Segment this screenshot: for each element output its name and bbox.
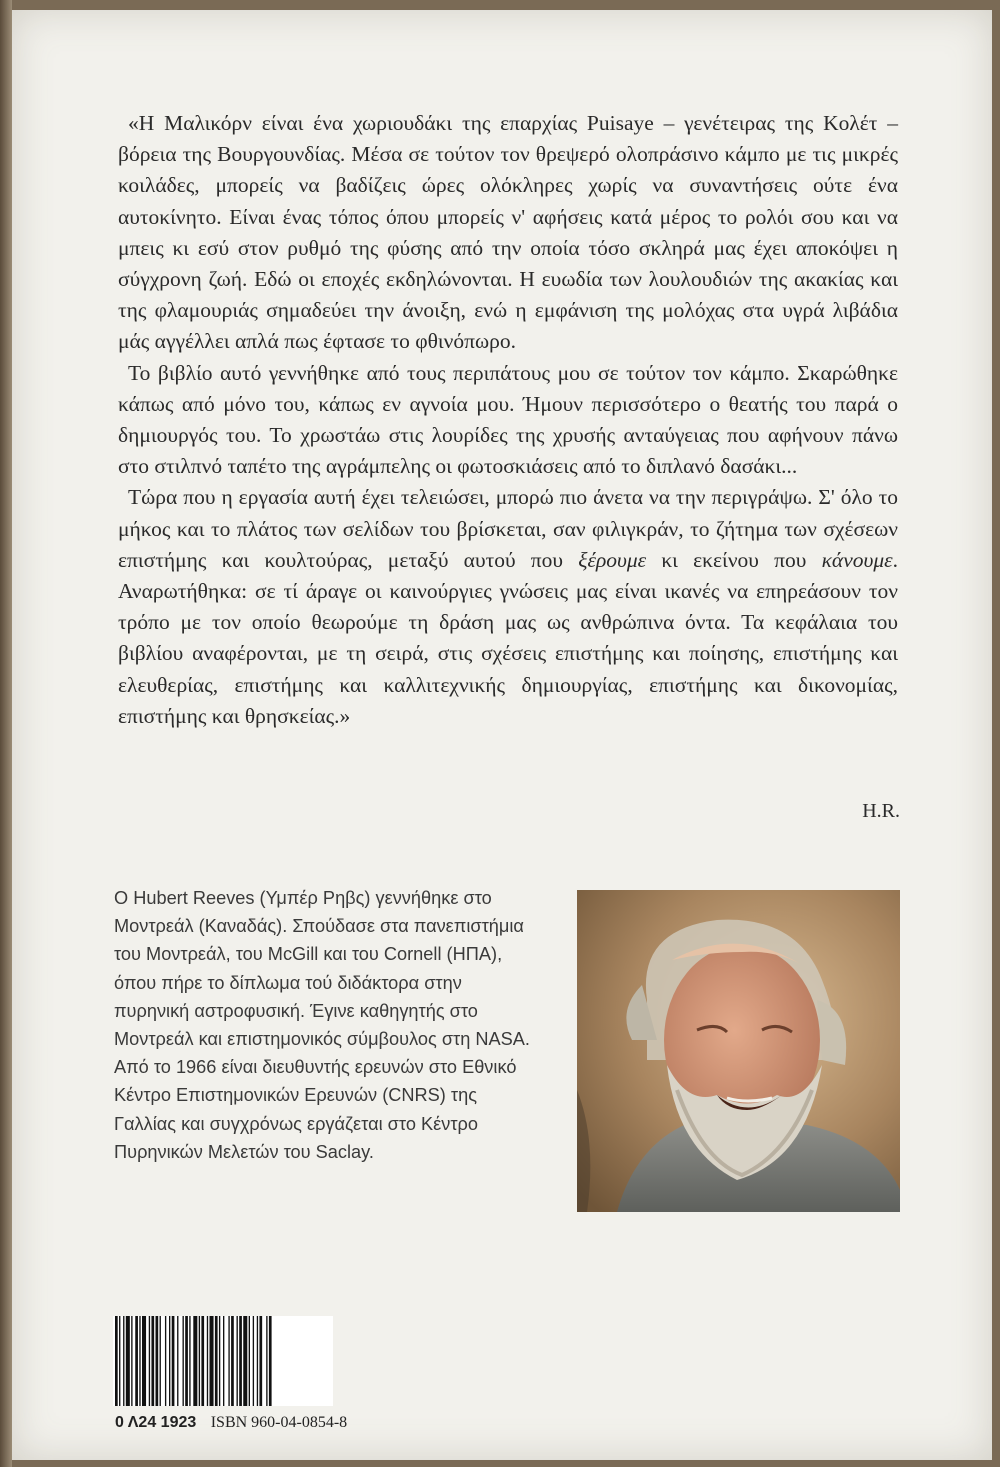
blurb-p3-part: κι εκείνου που: [646, 547, 822, 572]
barcode-bar: [135, 1316, 138, 1406]
barcode-bar: [201, 1316, 204, 1406]
barcode-bar: [269, 1316, 272, 1406]
barcode-bar: [243, 1316, 247, 1406]
barcode-bar: [185, 1316, 188, 1406]
barcode-bar: [183, 1316, 184, 1406]
barcode-bar: [228, 1316, 229, 1406]
barcode-bar: [239, 1316, 242, 1406]
barcode-bar: [223, 1316, 224, 1406]
barcode-bar: [123, 1316, 124, 1406]
barcode-bar: [149, 1316, 150, 1406]
author-bio: [114, 884, 534, 1166]
barcode-bar: [115, 1316, 118, 1406]
barcode-bar: [142, 1316, 146, 1406]
isbn-number: ISBN 960-04-0854-8: [210, 1414, 348, 1431]
blurb-emphasis: κάνουμε: [821, 547, 893, 572]
barcode-bar: [172, 1316, 175, 1406]
barcode-bars: [113, 1316, 333, 1406]
barcode-bar: [126, 1316, 130, 1406]
barcode-bar: [160, 1316, 161, 1406]
author-photo: [577, 890, 900, 1212]
barcode-bar: [199, 1316, 200, 1406]
barcode-bar: [177, 1316, 178, 1406]
blurb-p3-part: . Αναρωτήθηκα: σε τί άραγε οι καινούργιες γνώσεις μας είναι ικανές να επηρεάσουν τον τρόπο με τον οποίο θεωρούμε τη δράση μας ως ανθρώπινα όντα. Τα κεφάλαια του βιβλίου αναφέρονται, με τη σειρά, στις σχέσεις επιστήμης και ποίησης, επιστήμης και ελευθερίας, επιστήμης και καλλιτεχνικής δημιουργίας, επιστήμης και δικονομίας, επιστήμης και θρησκείας.»: [118, 547, 898, 728]
blurb-paragraph-3: [118, 482, 898, 732]
barcode-code: 0 Λ24 1923: [115, 1414, 197, 1431]
author-portrait-image: [577, 890, 900, 1212]
barcode-bar: [215, 1316, 218, 1406]
barcode-bar: [207, 1316, 208, 1406]
isbn-line: [115, 1414, 515, 1432]
barcode-bar: [231, 1316, 234, 1406]
barcode: [113, 1316, 333, 1406]
barcode-bar: [210, 1316, 214, 1406]
author-initials: H.R.: [862, 800, 900, 822]
blurb-p3-part: Τώρα που η εργασία αυτή έχει τελειώσει, μπορώ πιο άνετα να την περιγράψω. Σ' όλο το μήκος και το πλάτος των σελίδων του βρίσκεται, σαν φιλιγκράν, το ζήτημα των σχέσεων επιστήμης και κουλτούρας, μεταξύ αυτού που: [118, 485, 898, 572]
barcode-bar: [119, 1316, 120, 1406]
barcode-bar: [131, 1316, 132, 1406]
barcode-bar: [156, 1316, 159, 1406]
barcode-bar: [257, 1316, 258, 1406]
barcode-bar: [237, 1316, 238, 1406]
barcode-bar: [249, 1316, 250, 1406]
barcode-bar: [266, 1316, 267, 1406]
book-edge: [0, 0, 12, 1467]
barcode-bar: [219, 1316, 220, 1406]
barcode-bar: [253, 1316, 254, 1406]
blurb-paragraph-2: Το βιβλίο αυτό γεννήθηκε από τους περιπάτους μου σε τούτον τον κάμπο. Σκαρώθηκε κάπως από μόνο του, κάπως εν αγνοία μου. Ήμουν περισσότερο ο θεατής του παρά ο δημιουργός του. Το χρωστάω στις λουρίδες της χρυσής ανταύγειας που αφήνουν πάνω στο στιλπνό ταπέτο της αγράμπελης οι φωτοσκιάσεις από το διπλανό δασάκι...: [118, 360, 898, 479]
barcode-bar: [139, 1316, 140, 1406]
blurb-emphasis: ξέρουμε: [578, 547, 647, 572]
barcode-bar: [165, 1316, 166, 1406]
blurb-text: [118, 108, 898, 732]
barcode-bar: [189, 1316, 190, 1406]
barcode-bar: [193, 1316, 197, 1406]
barcode-bar: [259, 1316, 262, 1406]
blurb-paragraph-1: «Η Μαλικόρν είναι ένα χωριουδάκι της επαρχίας Puisaye – γενέτειρας της Κολέτ – βόρεια της Βουργουνδίας. Μέσα σε τούτον τον θρεψερό ολοπράσινο κάμπο με τις μικρές κοιλάδες, μπορείς να βαδίζεις ώρες ολόκληρες χωρίς να συναντήσεις ούτε ένα αυτοκίνητο. Είναι ένας τόπος όπου μπορείς ν' αφήσεις κατά μέρος το ρολόι σου και να μπεις κι εσύ στον ρυθμό της φύσης από την οποία τόσο σκληρά μας έχει αποκόψει η σύγχρονη ζωή. Εδώ οι εποχές εκδηλώνονται. Η ευωδία των λουλουδιών της ακακίας και της φλαμουριάς σημαδεύει την άνοιξη, ενώ η εμφάνιση της μολόχας στα υγρά λιβάδια μάς αγγέλλει απλά πως έφτασε το φθινόπωρο.: [118, 111, 898, 354]
barcode-bar: [169, 1316, 170, 1406]
barcode-bar: [151, 1316, 154, 1406]
author-bio-text: Ο Hubert Reeves (Υμπέρ Ρηβς) γεννήθηκε στο Μοντρεάλ (Καναδάς). Σπούδασε στα πανεπιστήμια του Μοντρεάλ, του McGill και του Cornell (ΗΠΑ), όπου πήρε το δίπλωμα τού διδάκτορα στην πυρηνική αστροφυσική. Έγινε καθηγητής στο Μοντρεάλ και επιστημονικός σύμβουλος στη NASA. Από το 1966 είναι διευθυντής ερευνών στο Εθνικό Κέντρο Επιστημονικών Ερευνών (CNRS) της Γαλλίας και συγχρόνως εργάζεται στο Κέντρο Πυρηνικών Μελετών του Saclay.: [114, 888, 530, 1162]
